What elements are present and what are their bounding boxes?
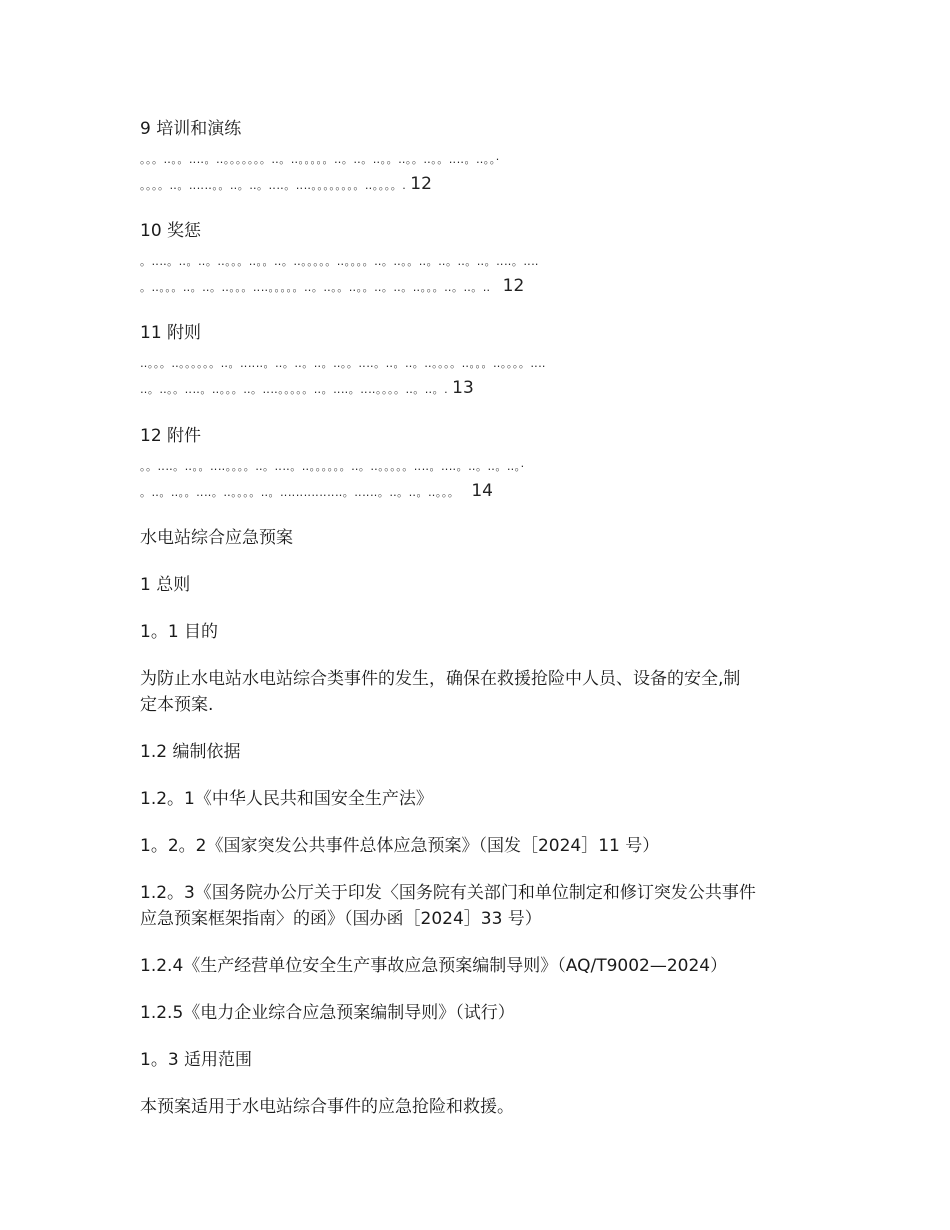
toc-leader-12-line1: 。。‥‥。‥。。‥‥。。。。‥。‥‥。‥。。。。。。‥。‥。。。。。‥‥。‥‥。‥。‥。‥。· xyxy=(140,460,525,473)
toc-title-9: 9 培训和演练 xyxy=(140,119,242,139)
toc-leader-11-line2: ‥。‥。。‥‥。‥。。。‥。‥‥。。。。。‥。‥‥。‥‥。。。。‥。‥。. 13 xyxy=(140,378,474,398)
toc-leader-10-line1: 。‥‥。‥。‥。‥。。。‥。。‥。‥。。。。。‥。。。。‥。‥。。‥。‥。‥。‥。‥‥。‥‥ xyxy=(140,255,540,268)
scope-paragraph: 本预案适用于水电站综合事件的应急抢险和救援。 xyxy=(140,1097,514,1117)
basis-item-5: 1.2.5《电力企业综合应急预案编制导则》（试行） xyxy=(140,1003,515,1023)
basis-item-1: 1.2。1《中华人民共和国安全生产法》 xyxy=(140,789,433,809)
toc-title-11: 11 附则 xyxy=(140,323,202,343)
purpose-paragraph-line1: 为防止水电站水电站综合类事件的发生，确保在救援抢险中人员、设备的安全,制 xyxy=(140,669,741,689)
section-heading-1-1: 1。1 目的 xyxy=(140,622,219,642)
toc-title-10: 10 奖惩 xyxy=(140,221,202,241)
section-heading-1-2: 1.2 编制依据 xyxy=(140,742,241,762)
purpose-paragraph-line2: 定本预案. xyxy=(140,695,214,715)
toc-title-12: 12 附件 xyxy=(140,426,202,446)
toc-page-11: 13 xyxy=(452,378,474,398)
basis-item-2: 1。2。2《国家突发公共事件总体应急预案》（国发［2024］11 号） xyxy=(140,836,660,856)
basis-item-3-line1: 1.2。3《国务院办公厅关于印发〈国务院有关部门和单位制定和修订突发公共事件 xyxy=(140,883,756,903)
toc-page-9: 12 xyxy=(410,174,432,194)
section-heading-1: 1 总则 xyxy=(140,575,191,595)
toc-leader-11-line1: ‥。。。‥。。。。。。‥。‥‥‥。‥。‥。‥。‥。。‥‥。‥。‥。‥。。。。‥。。。‥。。。。‥‥ xyxy=(140,357,547,370)
toc-leader-9-line2: 。。。。‥。‥‥‥。。‥。‥。‥‥。‥‥。。。。。。。。‥。。。。. 12 xyxy=(140,174,432,194)
toc-leader-9-line1: 。。。‥。。‥‥。‥。。。。。。。‥。‥。。。。。‥。‥。‥。。‥。。‥。。‥‥。‥。。· xyxy=(140,153,500,166)
basis-item-3-line2: 应急预案框架指南〉的函》（国办函［2024］33 号） xyxy=(140,909,542,929)
basis-item-4: 1.2.4《生产经营单位安全生产事故应急预案编制导则》（AQ/T9002—2024） xyxy=(140,956,728,976)
section-heading-1-3: 1。3 适用范围 xyxy=(140,1050,253,1070)
toc-page-10: 12 xyxy=(502,276,525,296)
document-title: 水电站综合应急预案 xyxy=(140,528,293,548)
toc-leader-12-line2: 。‥。‥。。‥‥。‥。。。。‥。‥‥‥‥‥‥‥‥。‥‥‥。‥。‥。‥。。。 14 xyxy=(140,481,493,501)
toc-leader-10-line2: 。‥。。。‥。‥。‥。。。‥‥。。。。。‥。‥。。‥。。‥。‥。‥。。。‥。‥。‥ 12 xyxy=(140,276,525,296)
toc-page-12: 14 xyxy=(471,481,493,501)
